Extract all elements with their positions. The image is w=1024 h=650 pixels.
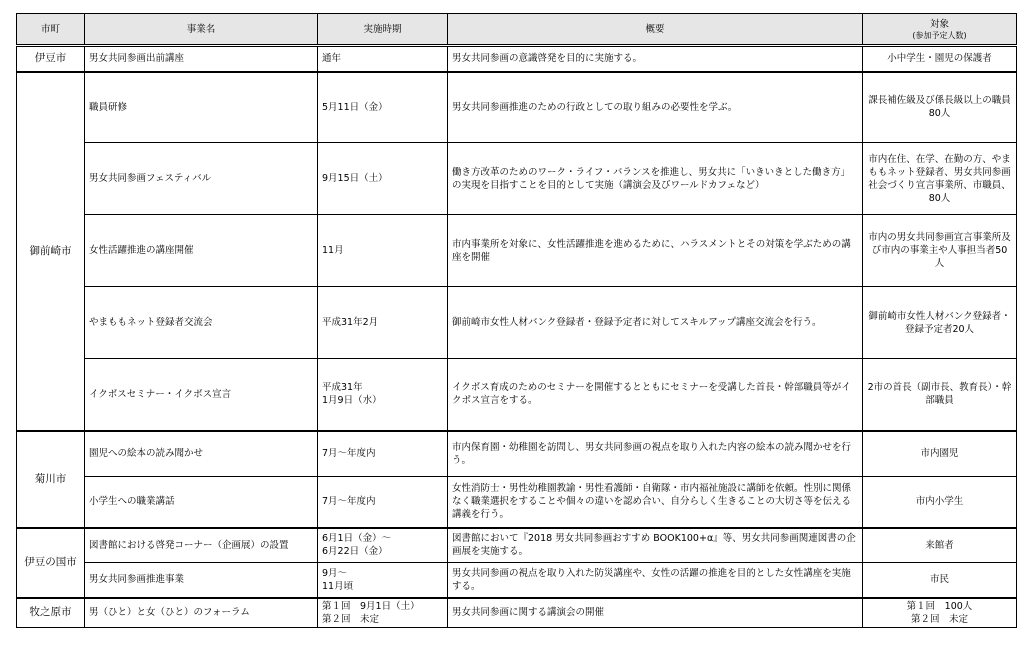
target-cell: 第１回 100人 第２回 未定 (863, 598, 1017, 628)
summary-cell: 働き方改革のためのワーク・ライフ・バランスを推進し、男女共に「いきいきとした働き方」の実現を目指すことを目的として実施（講演会及びワールドカフェなど） (448, 143, 863, 215)
table-row (17, 72, 1017, 143)
header-target-sub: (参加予定人数) (912, 30, 967, 40)
target-cell: 御前崎市女性人材バンク登録者・登録予定者20人 (863, 287, 1017, 359)
table-row (17, 477, 1017, 528)
target-cell: 課長補佐級及び係長級以上の職員80人 (863, 72, 1017, 143)
summary-cell: 男女共同参画に関する講演会の開催 (448, 598, 863, 628)
table-row (17, 46, 1017, 72)
city-cell: 伊豆市 (17, 46, 85, 72)
table-row (17, 528, 1017, 563)
table-row (17, 359, 1017, 431)
target-cell: 市内在住、在学、在勤の方、やまももネット登録者、男女共同参画社会づくり宣言事業所、市職員、80人 (863, 143, 1017, 215)
header-row (17, 14, 1017, 46)
city-cell: 牧之原市 (17, 598, 85, 628)
target-cell: 市民 (863, 563, 1017, 598)
header-target (863, 14, 1017, 46)
target-cell: 市内小学生 (863, 477, 1017, 528)
period-cell: 7月～年度内 (318, 477, 448, 528)
period-cell: 6月1日（金）～ 6月22日（金） (318, 528, 448, 563)
summary-cell: 男女共同参画の視点を取り入れた防災講座や、女性の活躍の推進を目的とした女性講座を実施する。 (448, 563, 863, 598)
summary-cell: イクボス育成のためのセミナーを開催するとともにセミナーを受講した首長・幹部職員等がイクボス宣言をする。 (448, 359, 863, 431)
name-cell: 小学生への職業講話 (85, 477, 318, 528)
period-cell: 9月15日（土） (318, 143, 448, 215)
name-cell: 図書館における啓発コーナー（企画展）の設置 (85, 528, 318, 563)
header-target-label: 対象 (929, 18, 949, 30)
target-cell: 小中学生・園児の保護者 (863, 46, 1017, 72)
table-row (17, 598, 1017, 628)
header-summary: 概要 (448, 14, 863, 46)
table-row (17, 143, 1017, 215)
table-row (17, 563, 1017, 598)
summary-cell: 図書館において『2018 男女共同参画おすすめ BOOK100+α』等、男女共同参画関連図書の企画展を実施する。 (448, 528, 863, 563)
city-cell: 伊豆の国市 (17, 528, 85, 598)
period-cell: 第１回 9月1日（土） 第２回 未定 (318, 598, 448, 628)
summary-cell: 女性消防士・男性幼稚園教諭・男性看護師・自衛隊・市内福祉施設に講師を依頼。性別に関係なく職業選択をすることや個々の違いを認め合い、自分らしく生きることの大切さ等を伝える講義を行う。 (448, 477, 863, 528)
header-name: 事業名 (85, 14, 318, 46)
summary-cell: 男女共同参画の意識啓発を目的に実施する。 (448, 46, 863, 72)
name-cell: やまももネット登録者交流会 (85, 287, 318, 359)
target-cell: 来館者 (863, 528, 1017, 563)
summary-cell: 御前崎市女性人材バンク登録者・登録予定者に対してスキルアップ講座交流会を行う。 (448, 287, 863, 359)
period-cell: 7月～年度内 (318, 431, 448, 477)
summary-cell: 男女共同参画推進のための行政としての取り組みの必要性を学ぶ。 (448, 72, 863, 143)
target-cell: 市内園児 (863, 431, 1017, 477)
city-cell: 菊川市 (17, 431, 85, 528)
name-cell: 男女共同参画出前講座 (85, 46, 318, 72)
name-cell: 女性活躍推進の講座開催 (85, 215, 318, 287)
period-cell: 通年 (318, 46, 448, 72)
name-cell: 職員研修 (85, 72, 318, 143)
header-period: 実施時期 (318, 14, 448, 46)
table-row (17, 431, 1017, 477)
period-cell: 平成31年2月 (318, 287, 448, 359)
name-cell: イクボスセミナー・イクボス宣言 (85, 359, 318, 431)
name-cell: 園児への絵本の読み聞かせ (85, 431, 318, 477)
table-row (17, 215, 1017, 287)
name-cell: 男女共同参画推進事業 (85, 563, 318, 598)
name-cell: 男女共同参画フェスティバル (85, 143, 318, 215)
name-cell: 男（ひと）と女（ひと）のフォーラム (85, 598, 318, 628)
events-table (16, 13, 1017, 628)
header-city: 市町 (17, 14, 85, 46)
summary-cell: 市内保育園・幼稚園を訪問し、男女共同参画の視点を取り入れた内容の絵本の読み聞かせを行う。 (448, 431, 863, 477)
table-row (17, 287, 1017, 359)
period-cell: 5月11日（金） (318, 72, 448, 143)
city-cell: 御前崎市 (17, 72, 85, 431)
target-cell: 市内の男女共同参画宣言事業所及び市内の事業主や人事担当者50人 (863, 215, 1017, 287)
summary-cell: 市内事業所を対象に、女性活躍推進を進めるために、ハラスメントとその対策を学ぶための講座を開催 (448, 215, 863, 287)
period-cell: 9月～ 11月頃 (318, 563, 448, 598)
target-cell: 2市の首長（副市長、教育長）・幹部職員 (863, 359, 1017, 431)
period-cell: 11月 (318, 215, 448, 287)
period-cell: 平成31年 1月9日（水） (318, 359, 448, 431)
